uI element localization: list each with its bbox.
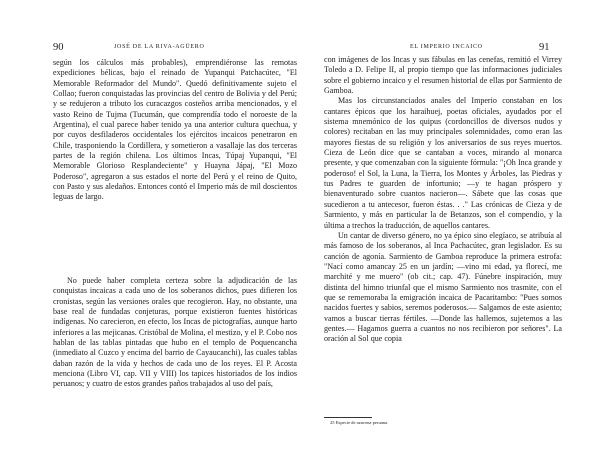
page-number: 90 (53, 42, 64, 53)
page-number: 91 (539, 42, 550, 53)
body-text (53, 58, 297, 203)
paragraph: Mas los circunstanciados anales del Imperio constaban en los cantares épicos que los haraihuej, poetas oficiales, ayudados por el sistema mnemónico de los quipus (cordoncillos de diversos nudos y colores) recitaban en las muy principales solemnidades, como eran las mayores fiestas de su religión y los aniversarios de sus reyes muertos. Cieza de León dice que se cantaban a voces, mirando al monarca presente, y que comenzaban con la siguiente fórmula: "¡Oh Inca grande y poderoso! el Sol, la Luna, la Tierra, los Montes y Árboles, las Piedras y tus Padres te guarden de infortunio; —y te hagan próspero y bienaventurado sobre cuantos nacieron—. Sábete que las cosas que sucedieron a tu antecesor, fueron éstas. . ." Las crónicas de Cieza y de Sarmiento, y más en particular la de Betanzos, son el compendio, y la última a trechos la traducción, de aquellos cantares. (324, 96, 562, 230)
running-head: EL IMPERIO INCAICO (410, 44, 483, 50)
footnote-divider (324, 417, 372, 418)
paragraph: según los cálculos más probables), emprendiéronse las remotas expediciones bélicas, bajo el reinado de Yupanqui Patchacútec, "El Memorable Reformador del Mundo". Quedó definitivamente sujeto el Collao; fueron conquistadas las provincias del centro de Bolivia y del Perú; y se redujeron a tributo los curacazgos costeños arriba mencionados, y el vasto Reino de Tujma (Tucumán, que comprendía todo el noroeste de la Argentina), el cual parece haber tenido ya una anterior cultura quechua, y por cuyos desfiladeros occidentales los ejércitos incaicos penetraron en Chile, trasponiendo la Cordillera, y sometieron a vasallaje las dos terceras partes de la región chilena. Los últimos Incas, Túpaj Yupanqui, "El Memorable Glorioso Resplandeciente" y Huayna Jápaj, "El Mozo Poderoso", agregaron a sus estados el norte del Perú y el reino de Quito, con Pasto y sus aledaños. Entonces contó el Imperio más de mil doscientos leguas de largo. (53, 58, 297, 202)
paragraph: No puede haber completa certeza sobre la adjudicación de las conquistas incaicas a cada uno de los soberanos dichos, pues difieren los cronistas, según las versiones orales que recogieron. Hay, no obstante, una base real de fundadas conjeturas, porque existieron fuentes históricas indígenas. No carecieron, en efecto, los Incas de pictografías, aunque harto inferiores a las mejicanas. Cristóbal de Molina, el mestizo, y el P. Cobo nos hablan de las tablas pintadas que hubo en el templo de Poquencancha (inmediato al Cuzco y encima del barrio de Cayaucanchi), las cuales tablas daban razón de la vida y hechos de cada uno de los reyes. El P. Acosta menciona (Libro VI, cap. VII y VIII) los tapices historiados de los indios peruanos; y cuatro de estos grandes paños trabajados al uso del país, (53, 276, 297, 389)
body-text (324, 55, 562, 345)
paragraph: con imágenes de los Incas y sus fábulas en las cenefas, remitió el Virrey Toledo a D. Felipe II, al propio tiempo que las informaciones judiciales sobre el gobierno incaico y el resumen historial de ellas por Sarmiento de Gamboa. (324, 55, 562, 96)
running-head: JOSÉ DE LA RIVA-AGÜERO (114, 44, 205, 50)
right-page (300, 0, 600, 458)
paragraph: Un cantar de diverso género, no ya épico sino elegíaco, se atribuía al más famoso de los soberanos, al Inca Pachacútec, gran legislador. Es su canción de agonía. Sarmiento de Gamboa reproduce la primera estrofa: "Nací como amancay 25 en un jardín; —vino mi edad, ya florecí, me marchité y me muero" (ob cit.; cap. 47). Fúnebre inspiración, muy distinta del himno triunfal que el mismo Sarmiento nos trasmite, con el que se rememoraba la emigración incaica de Pacaritambo: "Pues somos nacidos fuertes y sabios, seremos poderosos.— Salgamos de este asiento; vamos a buscar tierras fértiles. —Donde las hallemos, sujetemos a las gentes.— Hagamos guerra a cuantos no nos recibieron por señores". La oración al Sol que copia (324, 230, 562, 344)
footnote: 25 Especie de azucena peruana. (330, 420, 389, 425)
body-text (53, 276, 297, 390)
